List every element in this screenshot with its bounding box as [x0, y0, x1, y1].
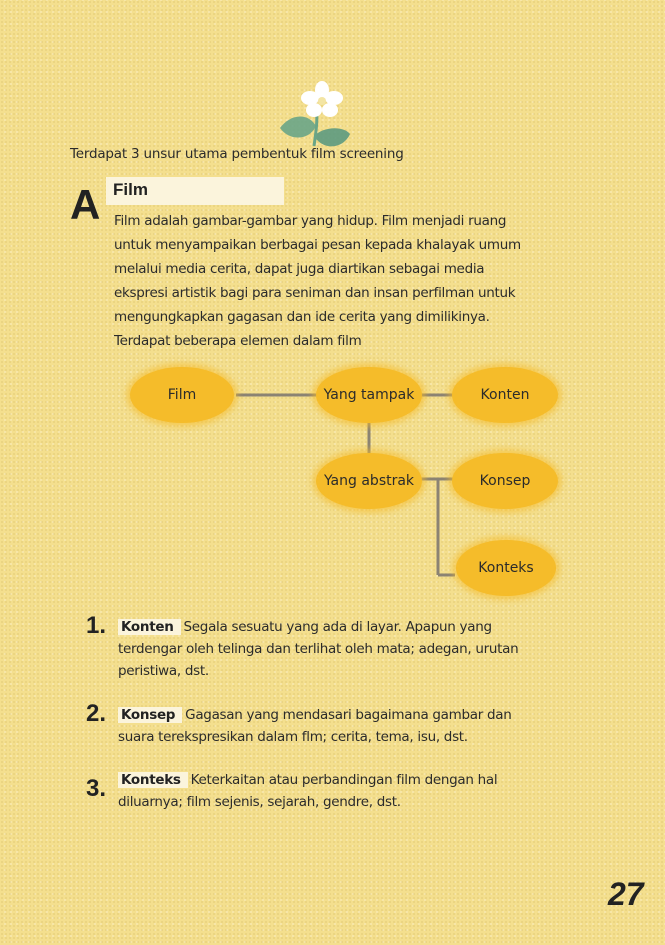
film-elements-diagram	[0, 355, 665, 605]
node-film: Film	[130, 367, 234, 423]
list-item	[86, 612, 588, 686]
list-text: Segala sesuatu yang ada di layar. Apapun yang	[183, 619, 492, 635]
list-text: peristiwa, dst.	[118, 663, 209, 679]
intro-text: Terdapat 3 unsur utama pembentuk film screening	[70, 146, 404, 162]
node-konteks: Konteks	[456, 540, 556, 596]
section-letter: A	[70, 181, 101, 228]
list-text: suara terekspresikan dalam flm; cerita, tema, isu, dst.	[118, 729, 468, 745]
list-number: 1.	[86, 612, 107, 639]
node-konsep: Konsep	[452, 453, 558, 509]
node-konten: Konten	[452, 367, 558, 423]
list-body	[118, 704, 588, 748]
list-item	[86, 769, 588, 817]
list-body	[118, 616, 588, 682]
term-label: Konsep	[118, 707, 182, 723]
page-number: 27	[608, 876, 644, 912]
list-number: 2.	[86, 700, 107, 727]
section-paragraph	[114, 209, 587, 353]
node-yang-tampak: Yang tampak	[316, 367, 422, 423]
list-body	[118, 769, 588, 813]
paragraph-line: mengungkapkan gagasan dan ide cerita yang dimilikinya.	[114, 309, 490, 325]
paragraph-line: ekspresi artistik bagi para seniman dan insan perfilman untuk	[114, 285, 516, 301]
node-yang-abstrak: Yang abstrak	[316, 453, 422, 509]
section-title: Film	[113, 180, 148, 199]
list-text: Keterkaitan atau perbandingan film dengan hal	[190, 772, 498, 788]
list-number: 3.	[86, 775, 107, 802]
list-text: terdengar oleh telinga dan terlihat oleh mata; adegan, urutan	[118, 641, 519, 657]
list-item	[86, 700, 588, 752]
paragraph-line: Film adalah gambar-gambar yang hidup. Film menjadi ruang	[114, 213, 507, 229]
list-text: Gagasan yang mendasari bagaimana gambar dan	[185, 707, 512, 723]
term-label: Konteks	[118, 772, 188, 788]
paragraph-line: melalui media cerita, dapat juga diartikan sebagai media	[114, 261, 485, 277]
paragraph-line: Terdapat beberapa elemen dalam film	[114, 333, 362, 349]
paragraph-line: untuk menyampaikan berbagai pesan kepada khalayak umum	[114, 237, 521, 253]
term-label: Konten	[118, 619, 181, 635]
list-text: diluarnya; film sejenis, sejarah, gendre, dst.	[118, 794, 401, 810]
